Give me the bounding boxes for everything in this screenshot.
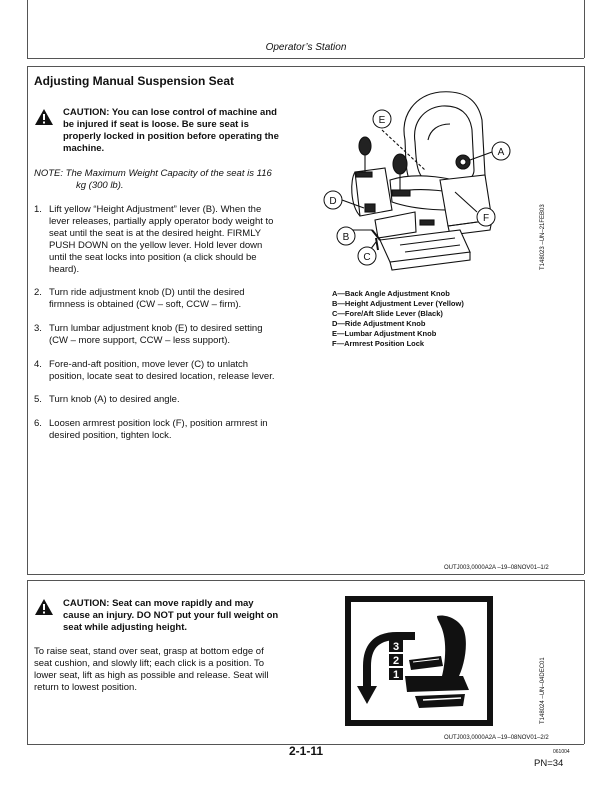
step-list-c: [34, 323, 299, 347]
footer-small-code: 061004: [553, 749, 570, 755]
step-line: Lift yellow “Height Adjustment” lever (B). When the: [49, 204, 262, 215]
step-item: [34, 204, 299, 276]
legend-item: E—Lumbar Adjustment Knob: [332, 329, 437, 338]
section1-top-rule: [27, 66, 584, 67]
section1-right-rule: [584, 66, 585, 574]
step-item: [34, 418, 299, 442]
caution-block-1: [63, 107, 299, 155]
section2-right-rule: [584, 580, 585, 744]
decal-position-3: 3: [392, 641, 400, 653]
step-number: 2.: [34, 287, 42, 298]
callout-f: F: [482, 213, 490, 224]
step-number: 1.: [34, 204, 42, 215]
callout-e: E: [378, 115, 386, 126]
callout-b: B: [342, 232, 350, 243]
step-list-e: [34, 394, 299, 406]
step-line: lever releases, partially apply operator body weight to: [49, 216, 274, 227]
step-list-f: [34, 418, 299, 442]
step-number: 6.: [34, 418, 42, 429]
legend-item: A—Back Angle Adjustment Knob: [332, 289, 450, 298]
decal-code: T148024 –UN–04DEC01: [540, 657, 546, 724]
figure-code: T148023 –UN–21FEB03: [540, 204, 546, 270]
caution-line: properly locked in position before operating the: [63, 131, 279, 142]
step-line: (CW – more support, CCW – less support).: [49, 335, 231, 346]
callout-c: C: [363, 252, 371, 263]
step-item: [34, 287, 299, 311]
caution-line: CAUTION: Seat can move rapidly and may: [63, 598, 254, 609]
decal-position-1: 1: [392, 669, 400, 681]
step-line: desired position, tighten lock.: [49, 430, 172, 441]
section2-left-rule: [27, 580, 28, 744]
page-header-title: Operator’s Station: [265, 42, 347, 53]
warning-triangle-icon: [34, 108, 54, 126]
seat-height-paragraph: [34, 646, 296, 694]
step-line: until the seat locks into position (a click should be: [49, 252, 257, 263]
section1-bottom-rule: [27, 574, 584, 575]
step-line: Fore-and-aft position, move lever (C) to unlatch: [49, 359, 249, 370]
caution-line: machine.: [63, 143, 105, 154]
note-line: kg (300 lb).: [76, 180, 124, 191]
step-line: Turn knob (A) to desired angle.: [49, 394, 180, 405]
step-number: 4.: [34, 359, 42, 370]
para-line: To raise seat, stand over seat, grasp at bottom edge of: [34, 646, 264, 657]
section1-left-rule: [27, 66, 28, 574]
step-line: Turn ride adjustment knob (D) until the desired: [49, 287, 245, 298]
caution-line: be injured if seat is loose. Be sure seat is: [63, 119, 249, 130]
caution-line: CAUTION: You can lose control of machine and: [63, 107, 277, 118]
header-rule: [27, 58, 584, 59]
step-number: 3.: [34, 323, 42, 334]
step-item: [34, 323, 299, 347]
step-line: Turn lumbar adjustment knob (E) to desired setting: [49, 323, 263, 334]
section1-reference-code: OUTJ003,0000A2A –19–08NOV01–1/2: [444, 565, 549, 571]
section2-top-rule: [27, 580, 584, 581]
callout-d: D: [329, 196, 337, 207]
step-line: position, locate seat to desired location, release lever.: [49, 371, 275, 382]
legend-item: B—Height Adjustment Lever (Yellow): [332, 299, 464, 308]
weight-note: [34, 168, 299, 192]
para-line: seat cushion, and slowly lift; each click is a position. To: [34, 658, 265, 669]
note-line: NOTE: The Maximum Weight Capacity of the seat is 116: [34, 168, 272, 179]
step-line: seat until the seat is at the desired height. FIRMLY: [49, 228, 262, 239]
step-list-b: [34, 287, 299, 311]
callout-a: A: [497, 147, 505, 158]
legend-item: D—Ride Adjustment Knob: [332, 319, 426, 328]
step-list-d: [34, 359, 299, 383]
figure-legend: [332, 289, 464, 349]
section2-reference-code: OUTJ003,0000A2A –19–08NOV01–2/2: [444, 735, 549, 741]
legend-item: F—Armrest Position Lock: [332, 339, 425, 348]
section-title: Adjusting Manual Suspension Seat: [34, 74, 235, 88]
step-item: [34, 359, 299, 383]
caution-block-2: [63, 598, 299, 634]
para-line: return to lowest position.: [34, 682, 137, 693]
step-list-a: [34, 204, 299, 276]
decal-position-2: 2: [392, 655, 400, 667]
page-number: 2-1-11: [288, 744, 324, 758]
warning-triangle-icon: [34, 598, 54, 616]
seat-illustration: [320, 80, 530, 275]
caution-line: cause an injury. DO NOT put your full weight on: [63, 610, 279, 621]
step-number: 5.: [34, 394, 42, 405]
step-line: PUSH DOWN on the yellow lever. Hold lever down: [49, 240, 263, 251]
step-line: firmness is obtained (CW – soft, CCW – firm).: [49, 299, 242, 310]
seat-height-decal: [345, 596, 493, 726]
part-number: PN=34: [534, 758, 564, 769]
para-line: lower seat, lift as high as possible and release. Seat will: [34, 670, 269, 681]
step-line: Loosen armrest position lock (F), position armrest in: [49, 418, 268, 429]
legend-item: C—Fore/Aft Slide Lever (Black): [332, 309, 443, 318]
caution-line: seat while adjusting height.: [63, 622, 188, 633]
step-line: heard).: [49, 264, 80, 275]
step-item: [34, 394, 299, 406]
